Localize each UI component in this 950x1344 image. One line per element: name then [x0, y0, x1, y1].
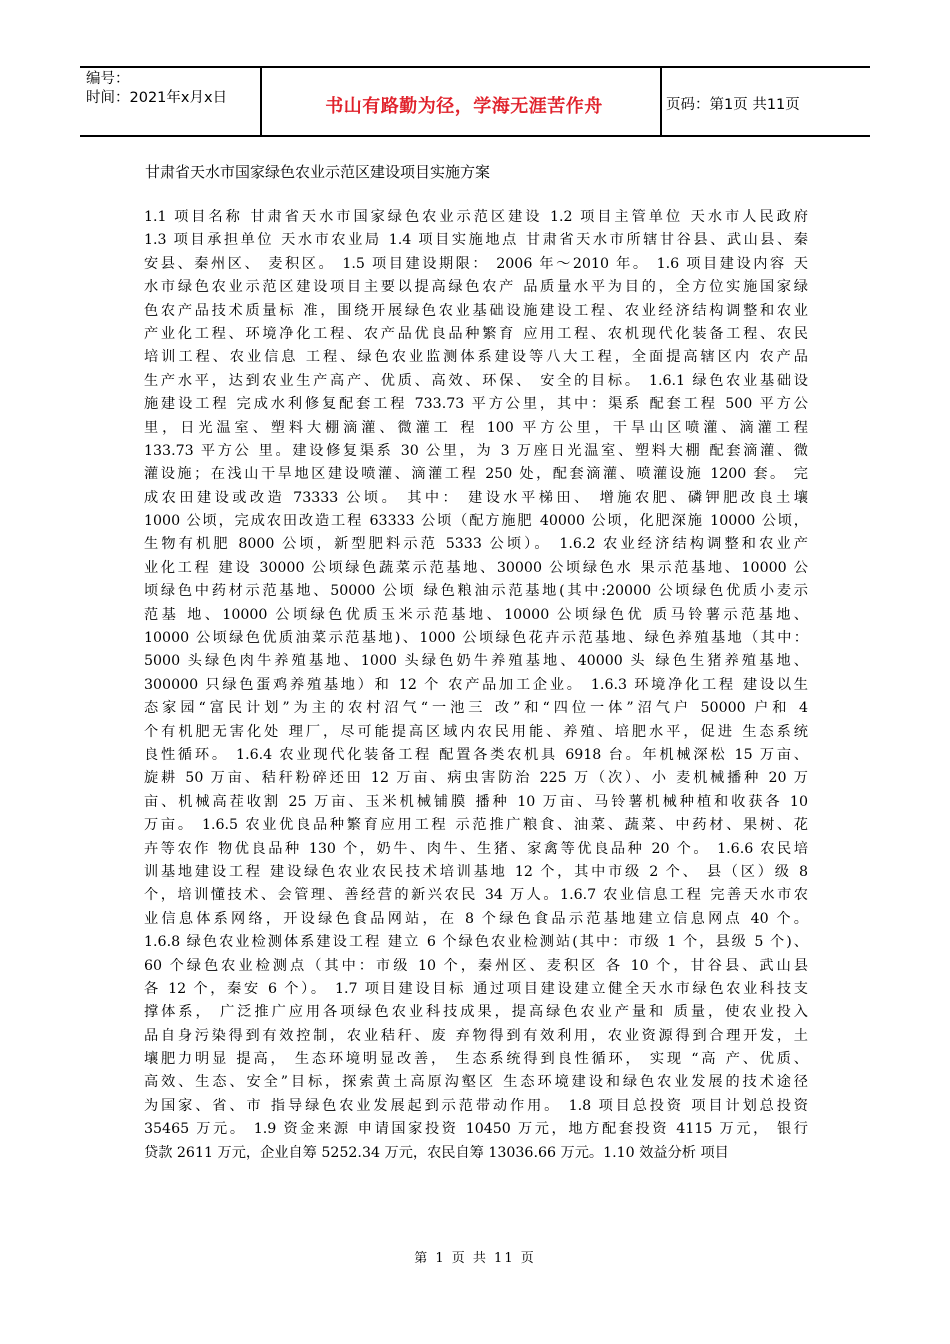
body-line: 安县、秦州区、 麦积区。 1.5 项目建设期限： 2006 年～2010 年。 1.6 项目建设内容 天: [144, 255, 808, 272]
page-footer: 第 1 页 共 11 页: [414, 1251, 536, 1266]
body-line: 范基 地、10000 公顷绿色优质玉米示范基地、10000 公顷绿色优 质马铃薯示范基地、: [144, 606, 808, 623]
body-line: 产业化工程、环境净化工程、农产品优良品种繁育 应用工程、农机现代化装备工程、农民: [144, 325, 808, 342]
header-meta: [86, 70, 227, 108]
body-line: 各 12 个，秦安 6 个）。 1.7 项目建设目标 通过项目建设建立健全天水市绿色农业科技支: [144, 980, 808, 997]
body-line: 生产水平，达到农业生产高产、优质、高效、环保、 安全的目标。 1.6.1 绿色农业基础设: [144, 372, 808, 389]
body-line: 生物有机肥 8000 公顷，新型肥料示范 5333 公顷）。 1.6.2 农业经济结构调整和农业产: [144, 536, 808, 553]
body-line: 1.6.8 绿色农业检测体系建设工程 建立 6 个绿色农业检测站(其中：市级 1 个，县级 5 个)、: [144, 934, 808, 951]
header-top-rule: [80, 66, 870, 68]
body-line: 5000 头绿色肉牛养殖基地、1000 头绿色奶牛养殖基地、40000 头 绿色生猪养殖基地、: [144, 653, 808, 670]
body-line: 品自身污染得到有效控制，农业秸秆、废 弃物得到有效利用，农业资源得到合理开发，土: [144, 1027, 808, 1044]
body-line: 施建设工程 完成水利修复配套工程 733.73 平方公里，其中：渠系 配套工程 500 平方公: [144, 396, 808, 413]
body-line: 1.1 项目名称 甘肃省天水市国家绿色农业示范区建设 1.2 项目主管单位 天水市人民政府: [144, 209, 808, 225]
body-line: 训基地建设工程 建设绿色农业农民技术培训基地 12 个，其中市级 2 个、 县（区）级 8: [144, 863, 808, 880]
header-divider-left: [260, 68, 262, 135]
body-line: 300000 只绿色蛋鸡养殖基地）和 12 个 农产品加工企业。 1.6.3 环境净化工程 建设以生: [144, 676, 808, 693]
body-line: 业化工程 建设 30000 公顷绿色蔬菜示范基地、30000 公顷绿色水 果示范基地、10000 公: [144, 559, 808, 576]
body-line: 万亩。 1.6.5 农业优良品种繁育应用工程 示范推广粮食、油菜、蔬菜、中药材、果树、花: [144, 817, 808, 834]
body-line: 个，培训懂技术、会管理、善经营的新兴农民 34 万人。1.6.7 农业信息工程 完善天水市农: [144, 887, 808, 904]
body-line: 水市绿色农业示范区建设项目主要以提高绿色农产 品质量水平为目的，全方位实施国家绿: [144, 279, 808, 296]
body-line: 撑体系， 广泛推广应用各项绿色农业科技成果，提高绿色农业产量和 质量，使农业投入: [144, 1004, 808, 1021]
body-line: 良性循环。 1.6.4 农业现代化装备工程 配置各类农机具 6918 台。年机械深松 15 万亩、: [144, 746, 808, 763]
body-line: 1.3 项目承担单位 天水市农业局 1.4 项目实施地点 甘肃省天水市所辖甘谷县、武山县、秦: [144, 232, 808, 249]
body-line: 顷绿色中药材示范基地、50000 公顷 绿色粮油示范基地(其中:20000 公顷绿色优质小麦示: [144, 583, 808, 600]
body-line: 贷款 2611 万元，企业自筹 5252.34 万元，农民自筹 13036.66 万元。1.10 效益分析 项目: [144, 1144, 729, 1161]
body-line: 灌设施；在浅山干旱地区建设喷灌、滴灌工程 250 处，配套滴灌、喷灌设施 1200 套。 完: [144, 466, 808, 483]
body-line: 色农产品技术质量标 准，围绕开展绿色农业基础设施建设工程、农业经济结构调整和农业: [144, 302, 808, 319]
time-label: 时间：2021年x月x日: [86, 90, 228, 106]
body-line: 业信息体系网络，开设绿色食品网站，在 8 个绿色食品示范基地建立信息网点 40 个。: [144, 910, 808, 927]
header-divider-right: [660, 68, 662, 135]
body-line: 卉等农作 物优良品种 130 个，奶牛、肉牛、生猪、家禽等优良品种 20 个。 1.6.6 农民培: [144, 840, 808, 857]
body-line: 35465 万元。 1.9 资金来源 申请国家投资 10450 万元，地方配套投资 4115 万元， 银行: [144, 1121, 808, 1138]
body-line: 旋耕 50 万亩、秸秆粉碎还田 12 万亩、病虫害防治 225 万（次）、小 麦机械播种 20 万: [144, 770, 808, 787]
body-line: 1000 公顷，完成农田改造工程 63333 公顷（配方施肥 40000 公顷，化肥深施 10000 公顷，: [144, 513, 808, 530]
body-line: 态家园“富民计划”为主的农村沼气“一池三 改”和“四位一体”沼气户 50000 户和 4: [144, 700, 808, 717]
document-title: 甘肃省天水市国家绿色农业示范区建设项目实施方案: [145, 163, 491, 181]
header-page-info: 页码：第1页 共11页: [666, 97, 800, 113]
body-line: 里，日光温室、塑料大棚滴灌、微灌工 程 100 平方公里，干旱山区喷灌、滴灌工程: [144, 419, 808, 436]
body-line: 高效、生态、安全”目标，探索黄土高原沟壑区 生态环境建设和绿色农业发展的技术途径: [144, 1074, 808, 1091]
header-motto: 书山有路勤为径，学海无涯苦作舟: [325, 96, 603, 117]
body-line: 壤肥力明显 提高， 生态环境明显改善， 生态系统得到良性循环， 实现 “高 产、优质、: [144, 1051, 808, 1068]
body-line: 133.73 平方公 里。建设修复渠系 30 公里，为 3 万座日光温室、塑料大棚 配套滴灌、微: [144, 442, 808, 459]
page-header: [80, 66, 870, 138]
body-line: 10000 公顷绿色优质油菜示范基地)、1000 公顷绿色花卉示范基地、绿色养殖基地（其中：: [144, 630, 808, 647]
body-line: 亩、机械高茬收割 25 万亩、玉米机械铺膜 播种 10 万亩、马铃薯机械种植和收获各 10: [144, 793, 808, 810]
body-line: 成农田建设或改造 73333 公顷。 其中： 建设水平梯田、 增施农肥、磷钾肥改良土壤: [144, 489, 808, 506]
body-line: 60 个绿色农业检测点（其中：市级 10 个，秦州区、麦积区 各 10 个，甘谷县、武山县: [144, 957, 808, 974]
serial-label: 编号：: [86, 71, 130, 87]
body-line: 个有机肥无害化处 理厂，尽可能提高区域内农民用能、养殖、培肥水平，促进 生态系统: [144, 723, 808, 740]
document-body: [144, 206, 808, 1165]
header-bottom-rule: [80, 135, 870, 137]
body-line: 培训工程、农业信息 工程、绿色农业监测体系建设等八大工程，全面提高辖区内 农产品: [144, 349, 808, 366]
body-line: 为国家、省、市 指导绿色农业发展起到示范带动作用。 1.8 项目总投资 项目计划总投资: [144, 1097, 808, 1114]
